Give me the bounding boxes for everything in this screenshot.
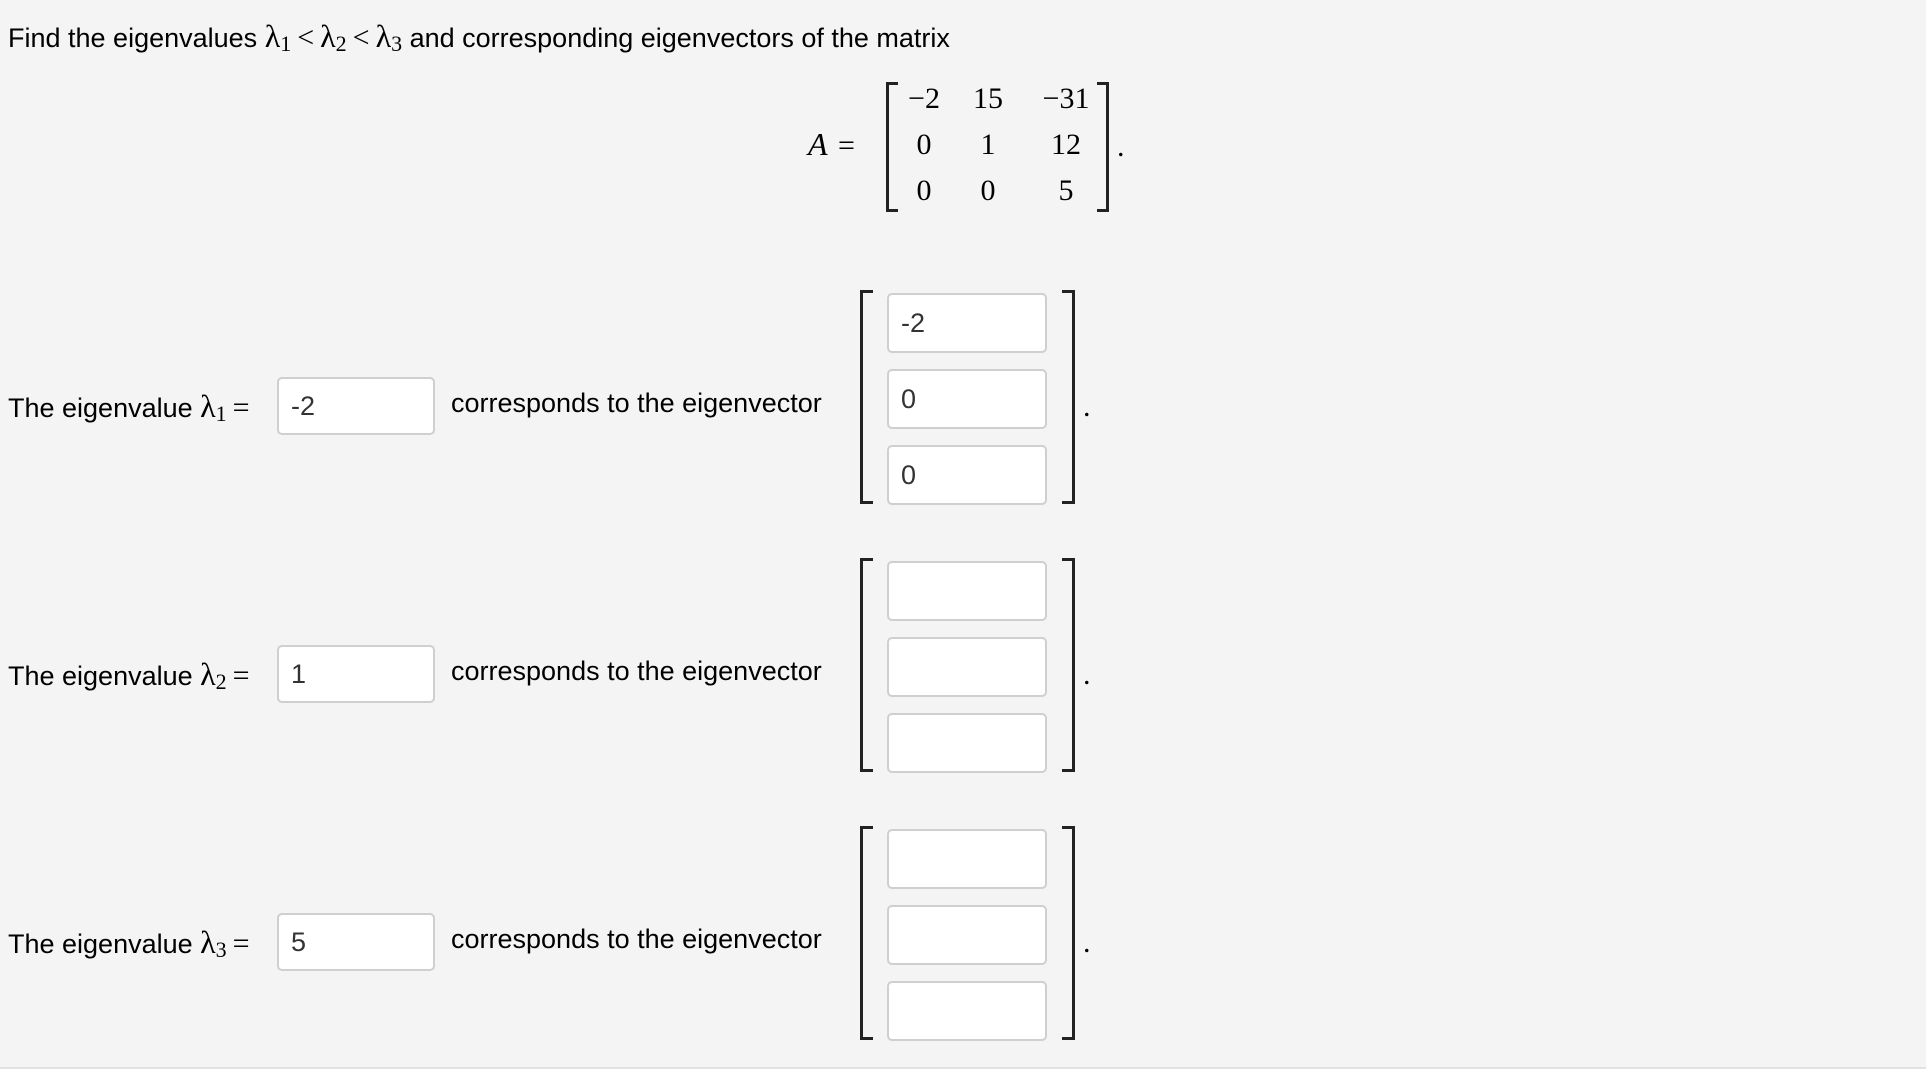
lambda-symbol: λ: [200, 388, 216, 424]
equals-symbol: =: [232, 391, 250, 424]
equals-symbol: =: [232, 927, 250, 960]
vector-right-bracket: [1062, 290, 1075, 504]
eigenvector-1-component-2[interactable]: [887, 369, 1047, 429]
vector-right-bracket: [1062, 826, 1075, 1040]
eigenvalue-3-input[interactable]: [277, 913, 435, 971]
lambda-subscript: 2: [215, 669, 227, 694]
eigenvector-2-component-1[interactable]: [887, 561, 1047, 621]
matrix-label: [808, 128, 861, 161]
equals-symbol: =: [838, 129, 855, 162]
lambda-subscript: 2: [335, 31, 347, 56]
vector-left-bracket: [860, 558, 873, 772]
matrix-cell: 1: [980, 128, 996, 161]
eigenvector-2-component-2[interactable]: [887, 637, 1047, 697]
lambda-subscript: 1: [215, 401, 227, 426]
eigenvalue-label: [8, 388, 256, 426]
matrix-cell: 5: [1058, 174, 1074, 207]
matrix-cell: 12: [1051, 128, 1081, 161]
equals-symbol: =: [232, 659, 250, 692]
eigenvector-label: corresponds to the eigenvector: [451, 924, 822, 954]
vector-right-bracket: [1062, 558, 1075, 772]
eigenvector-1-component-3[interactable]: [887, 445, 1047, 505]
matrix-cell: 0: [916, 174, 932, 207]
less-than-symbol: <: [297, 21, 315, 54]
lambda-symbol: λ: [264, 18, 281, 54]
eigenvector-label: corresponds to the eigenvector: [451, 388, 822, 418]
eigenvector-3-component-2[interactable]: [887, 905, 1047, 965]
eigenvector-label: corresponds to the eigenvector: [451, 656, 822, 686]
eigenvalue-text: The eigenvalue: [8, 661, 193, 691]
eigenvalue-text: The eigenvalue: [8, 393, 193, 423]
vector-period: .: [1083, 658, 1091, 691]
eigenvalue-label: [8, 924, 256, 962]
matrix-name: A: [808, 126, 828, 162]
vector-left-bracket: [860, 290, 873, 504]
matrix-a: [886, 82, 1109, 212]
matrix-cell: 0: [980, 174, 996, 207]
eigenvalue-text: The eigenvalue: [8, 929, 193, 959]
eigenvector-1-component-1[interactable]: [887, 293, 1047, 353]
eigenvector-3-component-3[interactable]: [887, 981, 1047, 1041]
prompt-prefix: Find the eigenvalues: [8, 23, 258, 53]
lambda-subscript: 1: [280, 31, 292, 56]
lambda-subscript: 3: [215, 937, 227, 962]
eigenvector-2-component-3[interactable]: [887, 713, 1047, 773]
question-prompt: [8, 18, 950, 56]
eigenvalue-label: [8, 656, 256, 694]
lambda-symbol: λ: [200, 924, 216, 960]
eigenvalue-2-input[interactable]: [277, 645, 435, 703]
vector-period: .: [1083, 926, 1091, 959]
matrix-period: .: [1117, 130, 1125, 163]
vector-left-bracket: [860, 826, 873, 1040]
less-than-symbol: <: [352, 21, 370, 54]
matrix-cell: 0: [916, 128, 932, 161]
prompt-suffix: and corresponding eigenvectors of the matrix: [409, 23, 950, 53]
lambda-symbol: λ: [200, 656, 216, 692]
matrix-cell: −2: [908, 82, 940, 115]
vector-period: .: [1083, 390, 1091, 423]
lambda-symbol: λ: [375, 18, 392, 54]
matrix-cell: −31: [1042, 82, 1090, 115]
lambda-subscript: 3: [391, 31, 403, 56]
eigenvalue-1-input[interactable]: [277, 377, 435, 435]
lambda-symbol: λ: [320, 18, 336, 54]
eigenvector-3-component-1[interactable]: [887, 829, 1047, 889]
matrix-cell: 15: [973, 82, 1003, 115]
